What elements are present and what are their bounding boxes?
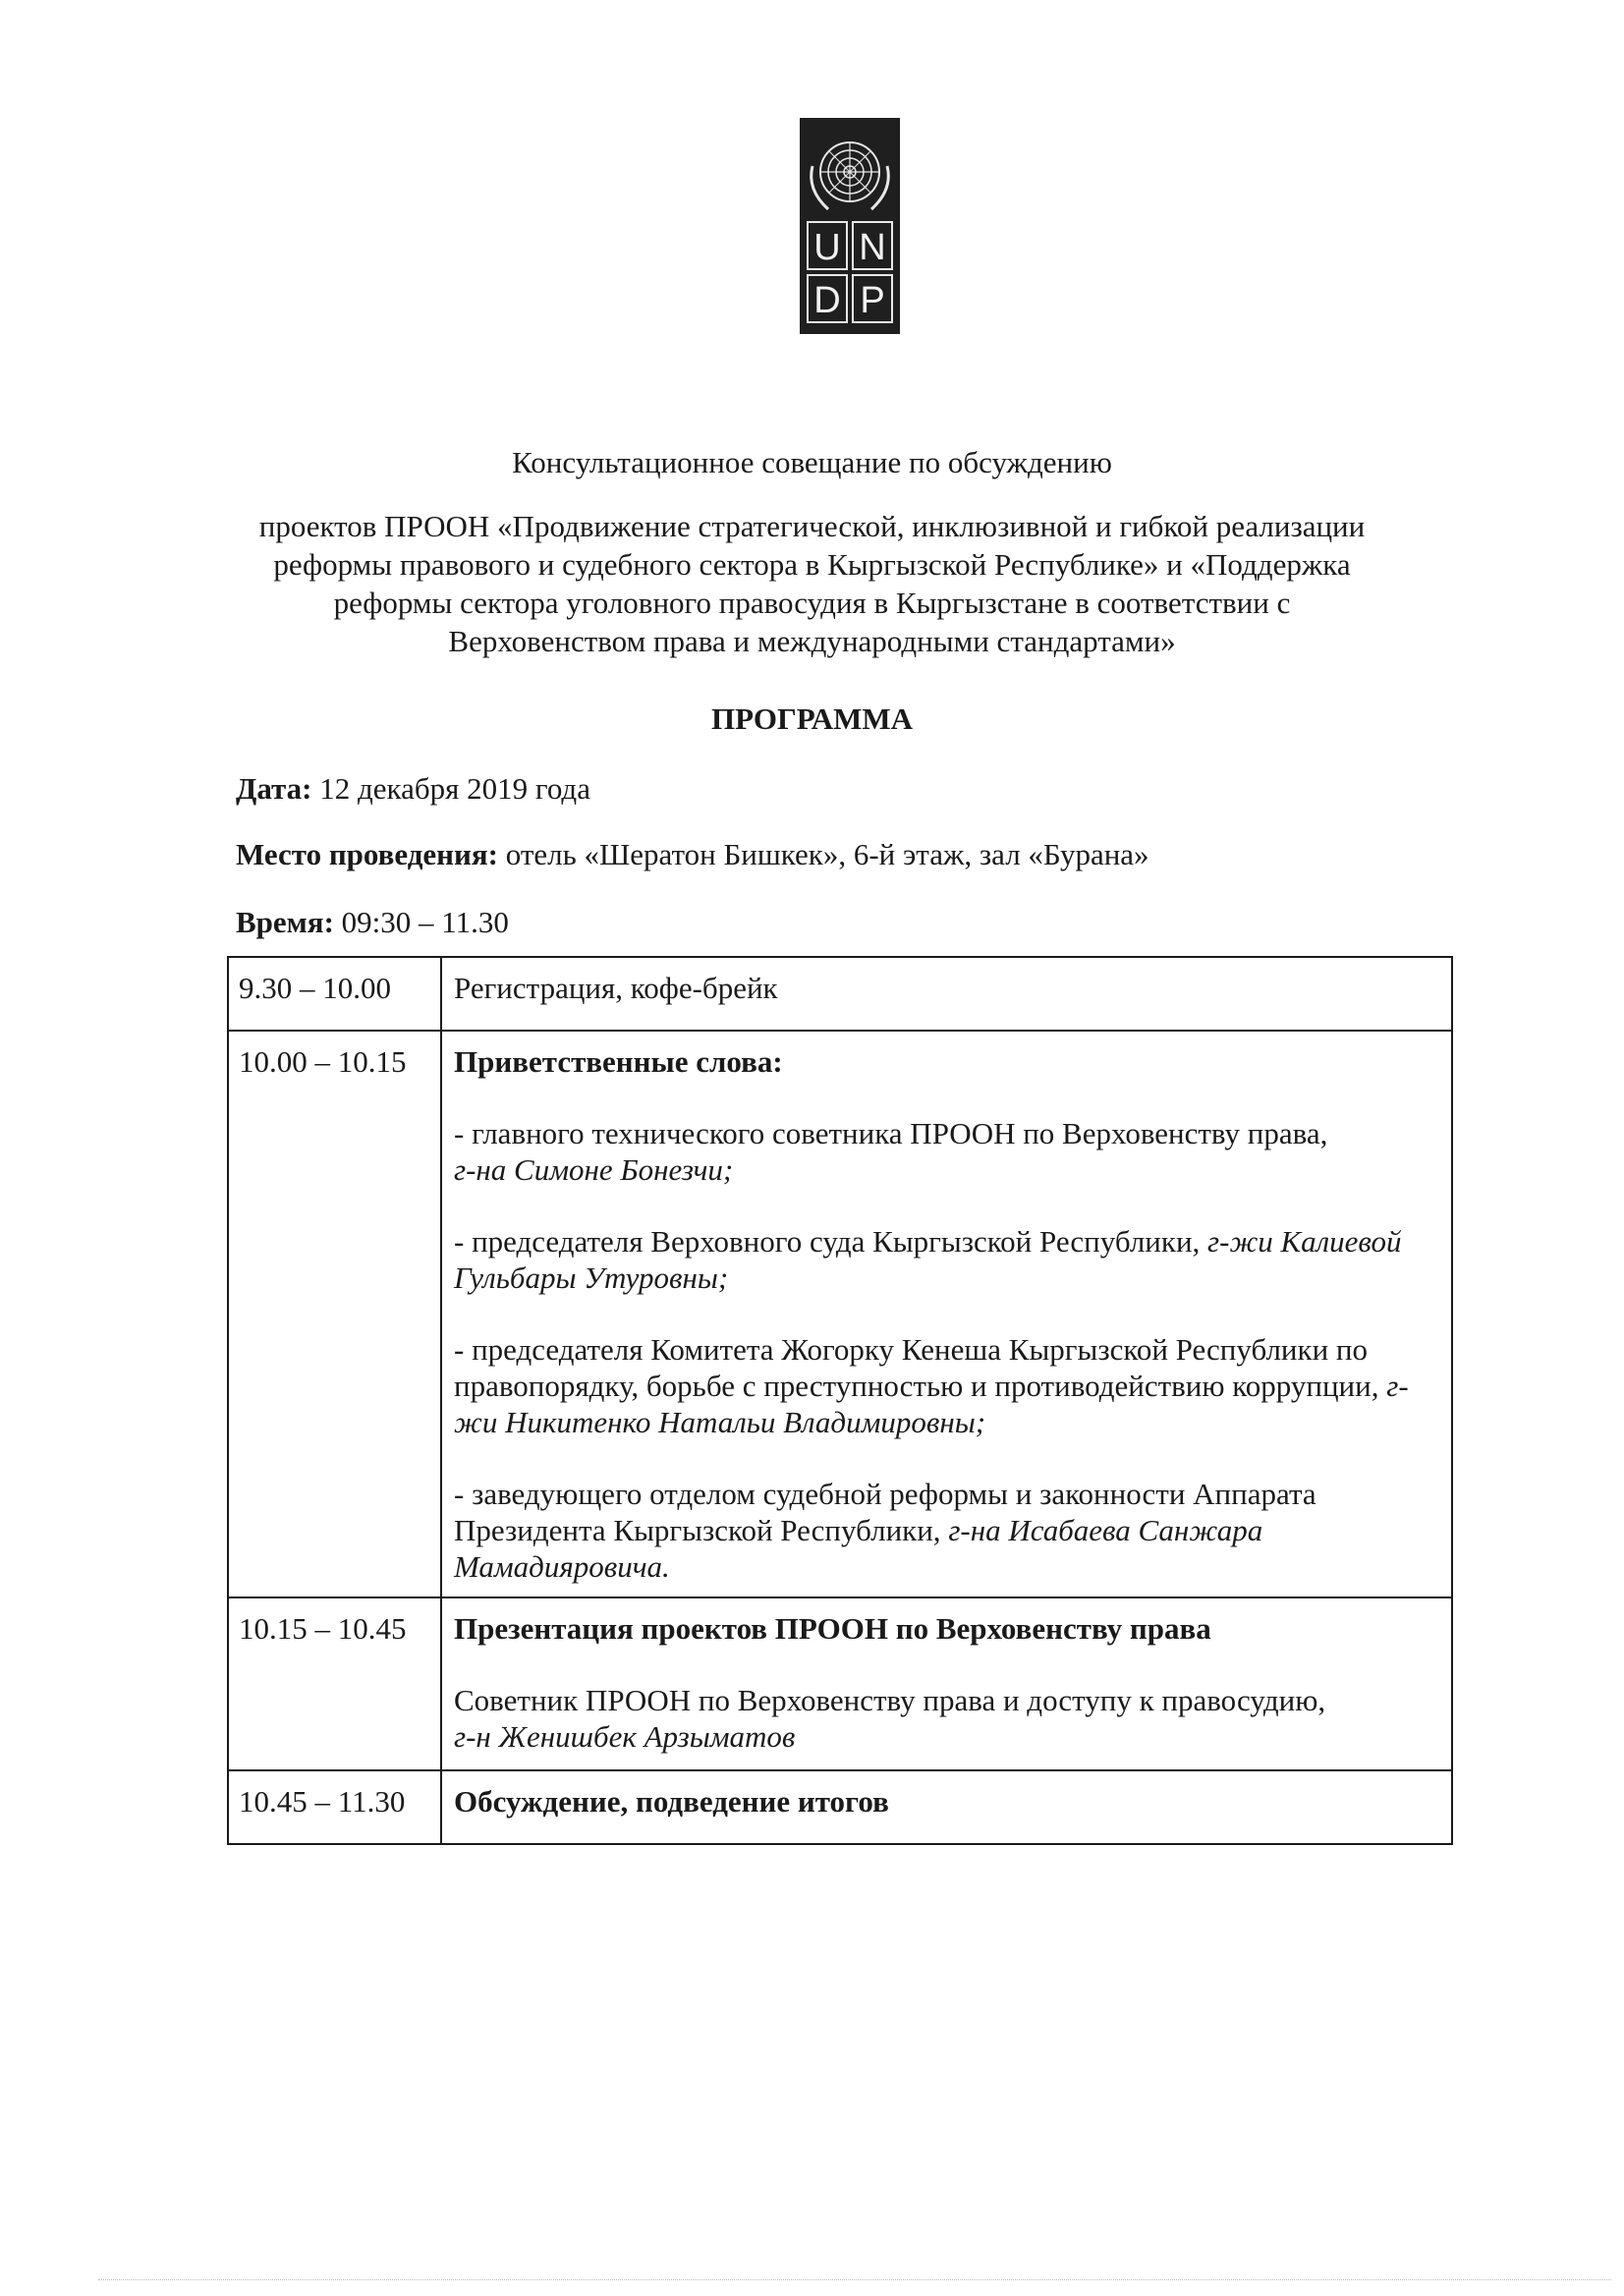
agenda-content: [441, 1031, 1452, 1597]
speaker-item: [454, 1331, 1431, 1440]
speaker-name: г-на Исабаева Санжара Мамадияровича.: [454, 1513, 1263, 1584]
agenda-row-discussion: [228, 1770, 1452, 1844]
heading-line-3: реформы правового и судебного сектора в Кыргызской Республике» и «Поддержка: [273, 547, 1351, 582]
heading-line-5: Верховенством права и международными стандартами»: [448, 624, 1176, 658]
speaker-name: г-н Женишбек Арзыматов: [454, 1719, 796, 1754]
date-value: 12 декабря 2019 года: [319, 771, 590, 806]
agenda-content: [441, 1770, 1452, 1844]
meta-date: [236, 770, 590, 808]
speaker-role: - заведующего отделом судебной реформы и законности Аппарата Президента Кыргызской Республики,: [454, 1477, 1316, 1547]
agenda-row-welcome: [228, 1031, 1452, 1597]
meta-time: [236, 904, 509, 941]
heading-line-2: проектов ПРООН «Продвижение стратегической, инклюзивной и гибкой реализации: [258, 509, 1366, 543]
speaker-name: г-жи Никитенко Натальи Владимировны;: [454, 1369, 1409, 1439]
speaker-role: Советник ПРООН по Верховенству права и доступу к правосудию,: [454, 1683, 1326, 1717]
speaker-role: - председателя Комитета Жогорку Кенеша Кыргызской Республики по правопорядку, борьбе с преступностью и противодействию коррупции,: [454, 1332, 1379, 1403]
meta-venue: [236, 836, 1149, 873]
scan-edge-line: [98, 2279, 1611, 2282]
agenda-row-presentation: [228, 1597, 1452, 1770]
logo-letter-u: U: [813, 227, 841, 268]
speaker-name: г-на Симоне Бонезчи;: [454, 1152, 734, 1187]
venue-value: отель «Шератон Бишкек», 6-й этаж, зал «Бурана»: [505, 837, 1149, 871]
agenda-title: Презентация проектов ПРООН по Верховенству права: [454, 1611, 1211, 1646]
agenda-content: [441, 957, 1452, 1031]
agenda-content: [441, 1597, 1452, 1770]
speaker-item: [454, 1476, 1431, 1585]
agenda-title: Приветственные слова:: [454, 1044, 783, 1079]
agenda-table: [227, 956, 1453, 1845]
heading-line-1: Консультационное совещание по обсуждению: [512, 445, 1112, 479]
undp-logo: [800, 118, 900, 334]
heading-line-4: реформы сектора уголовного правосудия в Кыргызстане в соответствии с: [333, 586, 1291, 620]
venue-label: Место проведения:: [236, 837, 498, 871]
date-label: Дата:: [236, 771, 312, 806]
un-emblem-icon: [800, 118, 900, 334]
logo-letter-n: N: [859, 227, 886, 268]
speaker-item: [454, 1115, 1431, 1188]
agenda-time: 9.30 – 10.00: [228, 957, 441, 1031]
agenda-title: Обсуждение, подведение итогов: [454, 1784, 889, 1819]
time-value: 09:30 – 11.30: [341, 905, 509, 939]
agenda-row-registration: [228, 957, 1452, 1031]
logo-letter-p: P: [860, 280, 885, 321]
speaker-role: - председателя Верховного суда Кыргызской Республики,: [454, 1224, 1201, 1259]
speaker-role: - главного технического советника ПРООН по Верховенству права,: [454, 1116, 1328, 1150]
program-title: ПРОГРАММА: [711, 701, 913, 736]
agenda-time: 10.00 – 10.15: [228, 1031, 441, 1597]
time-label: Время:: [236, 905, 334, 939]
agenda-time: 10.15 – 10.45: [228, 1597, 441, 1770]
agenda-time: 10.45 – 11.30: [228, 1770, 441, 1844]
agenda-title: Регистрация, кофе-брейк: [454, 971, 778, 1005]
speaker-item: [454, 1223, 1431, 1296]
speaker-name: г-жи Калиевой Гульбары Утуровны;: [454, 1224, 1402, 1295]
logo-letter-d: D: [813, 280, 841, 321]
speaker-item: [454, 1682, 1431, 1755]
